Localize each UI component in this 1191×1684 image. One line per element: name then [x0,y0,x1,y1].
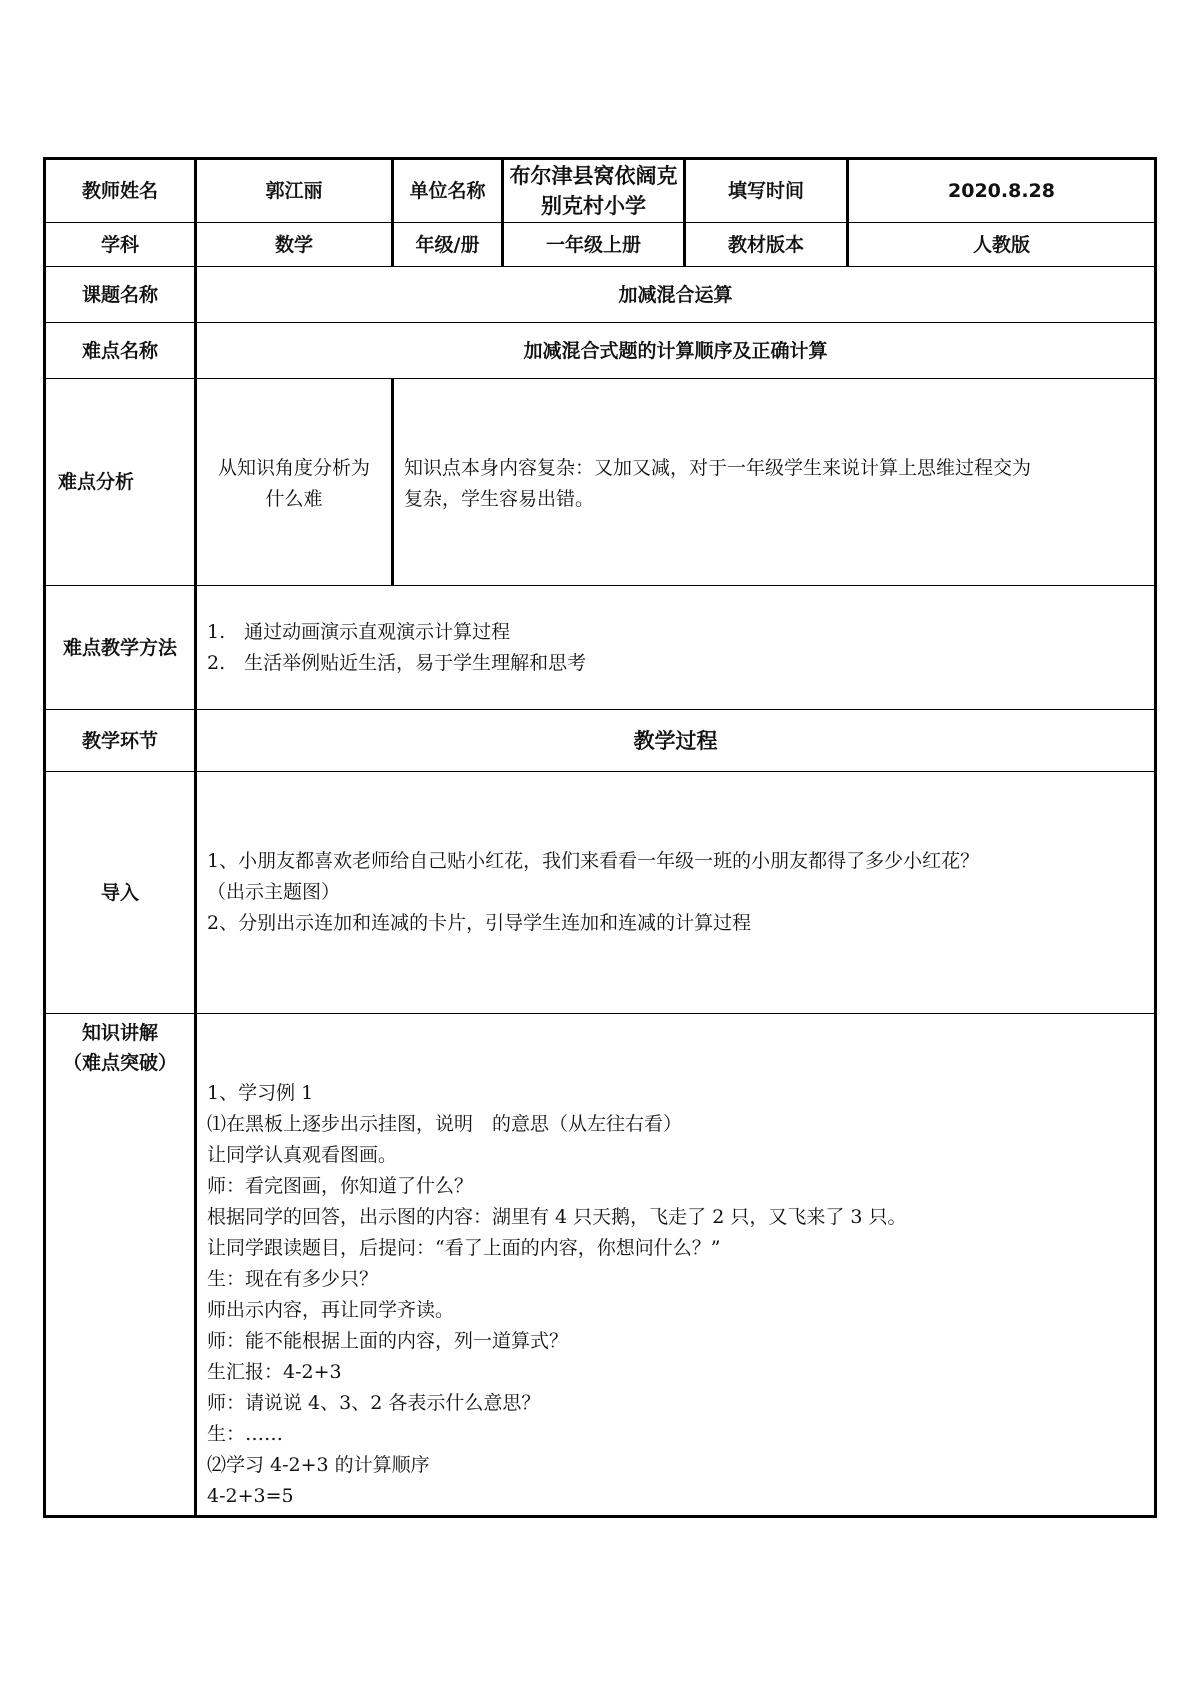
intro-line-2: （出示主题图） [207,881,341,903]
explain-line: 师：请说说 4、3、2 各表示什么意思？ [207,1392,541,1414]
subject-value: 数学 [196,223,393,267]
explain-label [45,1014,196,1517]
method-label: 难点教学方法 [45,586,196,710]
explain-line: 生：…… [207,1423,284,1445]
process-stage-label: 教学环节 [45,710,196,772]
header-row-2 [45,223,1156,267]
analysis-text-line-1: 知识点本身内容复杂：又加又减，对于一年级学生来说计算上思维过程交为 [404,457,1032,479]
intro-row [45,772,1156,1014]
process-title: 教学过程 [196,710,1156,772]
intro-line-1: 1、小朋友都喜欢老师给自己贴小红花，我们来看看一年级一班的小朋友都得了多少小红花？ [207,850,980,872]
explain-line: 生：现在有多少只？ [207,1268,379,1290]
process-header-row [45,710,1156,772]
explain-row [45,1014,1156,1517]
intro-text [196,772,1156,1014]
method-item-2: 2. 生活举例贴近生活，易于学生理解和思考 [207,651,587,674]
explain-line: ⑵学习 4-2+3 的计算顺序 [207,1454,430,1476]
explain-line: 让同学认真观看图画。 [207,1144,398,1166]
explain-label-line-2: （难点突破） [62,1052,177,1074]
topic-label: 课题名称 [45,267,196,323]
difficulty-label: 难点名称 [45,323,196,379]
unit-name-line-2: 别克村小学 [541,194,647,218]
edition-label: 教材版本 [685,223,848,267]
analysis-sub-label [196,379,393,586]
explain-line: 师出示内容，再让同学齐读。 [207,1299,455,1321]
explain-label-line-1: 知识讲解 [81,1022,158,1044]
intro-label: 导入 [45,772,196,1014]
lesson-plan-sheet [43,157,1154,1518]
topic-row [45,267,1156,323]
explain-line: 让同学跟读题目，后提问：“看了上面的内容，你想问什么？” [207,1237,721,1259]
explain-line: 师：看完图画，你知道了什么？ [207,1175,474,1197]
teacher-name-label: 教师姓名 [45,159,196,223]
subject-label: 学科 [45,223,196,267]
explain-line: 4-2+3=5 [207,1485,294,1507]
analysis-label: 难点分析 [45,379,196,586]
topic-value: 加减混合运算 [196,267,1156,323]
edition-value: 人教版 [848,223,1156,267]
method-text [196,586,1156,710]
unit-name-line-1: 布尔津县窝依阔克 [509,164,678,188]
lesson-plan-table [43,157,1157,1518]
difficulty-row [45,323,1156,379]
analysis-sub-label-line-1: 从知识角度分析为 [217,457,370,479]
explain-line: 生汇报：4-2+3 [207,1361,342,1383]
analysis-text [393,379,1156,586]
grade-label: 年级/册 [393,223,503,267]
fill-date-value: 2020.8.28 [848,159,1156,223]
analysis-row [45,379,1156,586]
unit-name-value [503,159,685,223]
method-item-1: 1. 通过动画演示直观演示计算过程 [207,620,511,643]
grade-value: 一年级上册 [503,223,685,267]
analysis-sub-label-line-2: 什么难 [265,488,323,510]
unit-name-label: 单位名称 [393,159,503,223]
difficulty-value: 加减混合式题的计算顺序及正确计算 [196,323,1156,379]
fill-date-label: 填写时间 [685,159,848,223]
analysis-text-line-2: 复杂，学生容易出错。 [404,488,595,510]
explain-line: 1、学习例 1 [207,1082,314,1104]
method-row [45,586,1156,710]
explain-text [196,1014,1156,1517]
teacher-name-value: 郭江丽 [196,159,393,223]
explain-line: ⑴在黑板上逐步出示挂图，说明 的意思（从左往右看） [207,1113,683,1135]
explain-line: 师：能不能根据上面的内容，列一道算式？ [207,1330,569,1352]
intro-line-3: 2、分别出示连加和连减的卡片，引导学生连加和连减的计算过程 [207,912,752,934]
header-row-1 [45,159,1156,223]
explain-line: 根据同学的回答，出示图的内容：湖里有 4 只天鹅，飞走了 2 只，又飞来了 3 只。 [207,1206,907,1228]
